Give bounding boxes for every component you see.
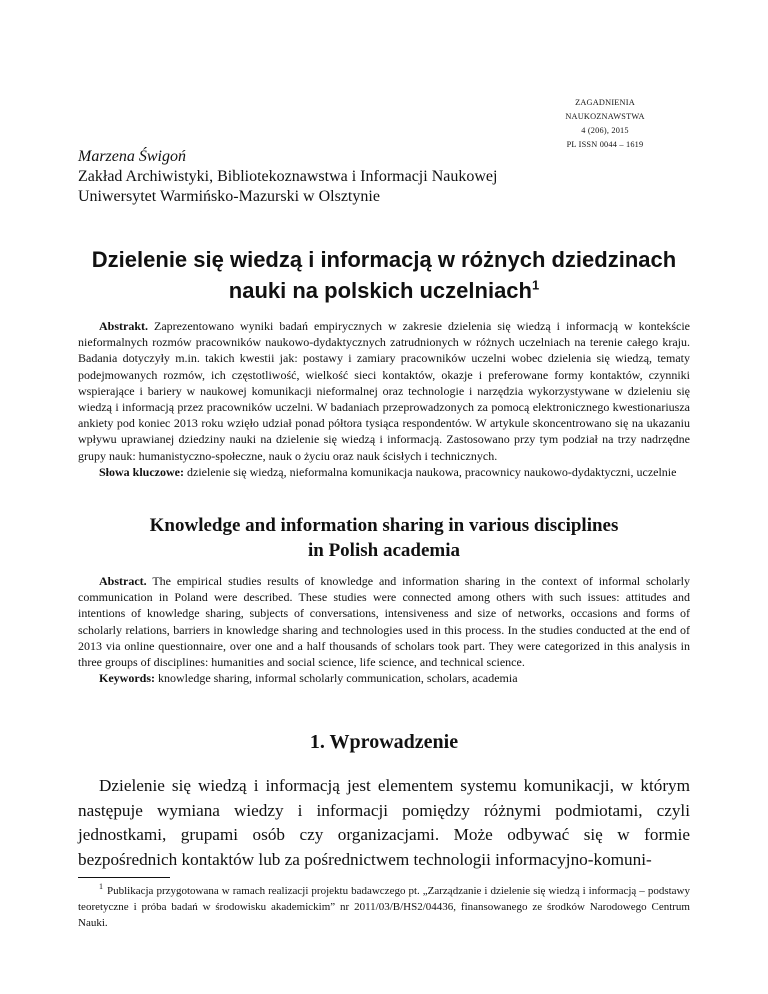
journal-issn: PL ISSN 0044 – 1619 [566, 140, 644, 149]
abstract-en [78, 573, 690, 686]
paper-title-pl-text: Dzielenie się wiedzą i informacją w różnych dziedzinach nauki na polskich uczelniach [91, 247, 677, 303]
abstract-pl [78, 318, 690, 480]
paper-title-en [78, 513, 690, 563]
abstract-pl-label: Abstrakt. [99, 319, 149, 333]
journal-name-line2: NAUKOZNAWSTWA [565, 112, 645, 121]
keywords-pl-label: Słowa kluczowe: [99, 464, 184, 479]
body-paragraph: Dzielenie się wiedzą i informacją jest elementem systemu komunikacji, w którym następuje wymiana wiedzy i informacji pomiędzy różnymi podmiotami, czyli jednostkami, grupami osób czy organizacjami. Może odbywać się w formie bezpośrednich kontaktów lub za pośrednictwem technologii informacyjno-komuni- [78, 776, 690, 869]
paper-title-en-line1: Knowledge and information sharing in various disciplines [149, 515, 619, 536]
title-footnote-mark: 1 [531, 277, 540, 293]
keywords-en-text: knowledge sharing, informal scholarly communication, scholars, academia [155, 671, 518, 686]
abstract-pl-paragraph [78, 318, 690, 464]
keywords-pl-paragraph [78, 464, 690, 480]
author-affiliation-university: Uniwersytet Warmińsko-Mazurski w Olsztynie [78, 188, 380, 205]
keywords-pl-text: dzielenie się wiedzą, nieformalna komunikacja naukowa, pracownicy naukowo-dydaktyczni, uczelnie [184, 464, 677, 479]
journal-issue: 4 (206), 2015 [581, 126, 629, 135]
footnote-text: Publikacja przygotowana w ramach realizacji projektu badawczego pt. „Zarządzanie i dzielenie się wiedzą i informacją – podstawy teoretyczne i próba badań w środowisku akademickim” nr 2011/03/B/HS2/04436, finansowanego ze środków Narodowego Centrum Nauki. [78, 885, 690, 929]
keywords-en-label: Keywords: [99, 671, 155, 686]
paper-title-pl [78, 244, 690, 306]
abstract-en-label: Abstract. [99, 574, 147, 588]
abstract-pl-text: Zaprezentowano wyniki badań empirycznych w zakresie dzielenia się wiedzą i informacją w kontekście nieformalnych rozmów pracowników naukowo-dydaktycznych zatrudnionych w różnych uczelniach na terenie całego kraju. Badania dotyczyły m.in. takich kwestii jak: postawy i zamiary pracowników uczelni wobec dzielenia się wiedzą, tematy podejmowanych rozmów, ich częstotliwość, wielkość sieci kontaktów, okazje i preferowane formy kontaktów, czynniki wspierające i bariery w naukowej komunikacji nieformalnej oraz technologie i narzędzia wykorzystywane w dzieleniu się wiedzą i informacją przez pracowników uczelni. W badaniach przeprowadzonych za pomocą elektronicznego kwestionariusza ankiety pod koniec 2013 roku wzięło udział ponad półtora tysiąca respondentów. W artykule skoncentrowano się na ukazaniu wpływu uprawianej dziedziny nauki na dzielenie się wiedzą i informacją. Zastosowano przy tym podział na trzy nadrzędne grupy nauk: humanistyczno-społeczne, nauk o życiu oraz nauk ścisłych i technicznych. [78, 319, 690, 463]
author-name: Marzena Świgoń [78, 148, 186, 165]
journal-name-line1: ZAGADNIENIA [575, 98, 635, 107]
keywords-en-paragraph [78, 670, 690, 686]
author-block [78, 147, 497, 207]
footnote-rule [78, 877, 170, 878]
author-affiliation-department: Zakład Archiwistyki, Bibliotekoznawstwa i Informacji Naukowej [78, 168, 498, 185]
abstract-en-paragraph [78, 573, 690, 670]
journal-info [545, 96, 665, 152]
paper-title-en-line2: in Polish academia [307, 540, 460, 561]
footnote-mark: 1 [99, 882, 103, 892]
footnote [78, 884, 690, 931]
abstract-en-text: The empirical studies results of knowledge and information sharing in the context of informal scholarly communication in Poland were described. These studies were connected among others with such issues: attitudes and intentions of knowledge sharing, subjects of conversations, intensiveness and size of networks, occasions and forms of scholarly relations, barriers in knowledge sharing and technologies used in this process. In the studies conducted at the end of 2013 via online questionnaire, over one and a half thousands of scholars took part. They were categorized in this analysis in three groups of disciplines: humanities and social science, life science, and technical science. [78, 574, 690, 670]
section-heading: 1. Wprowadzenie [309, 731, 459, 753]
